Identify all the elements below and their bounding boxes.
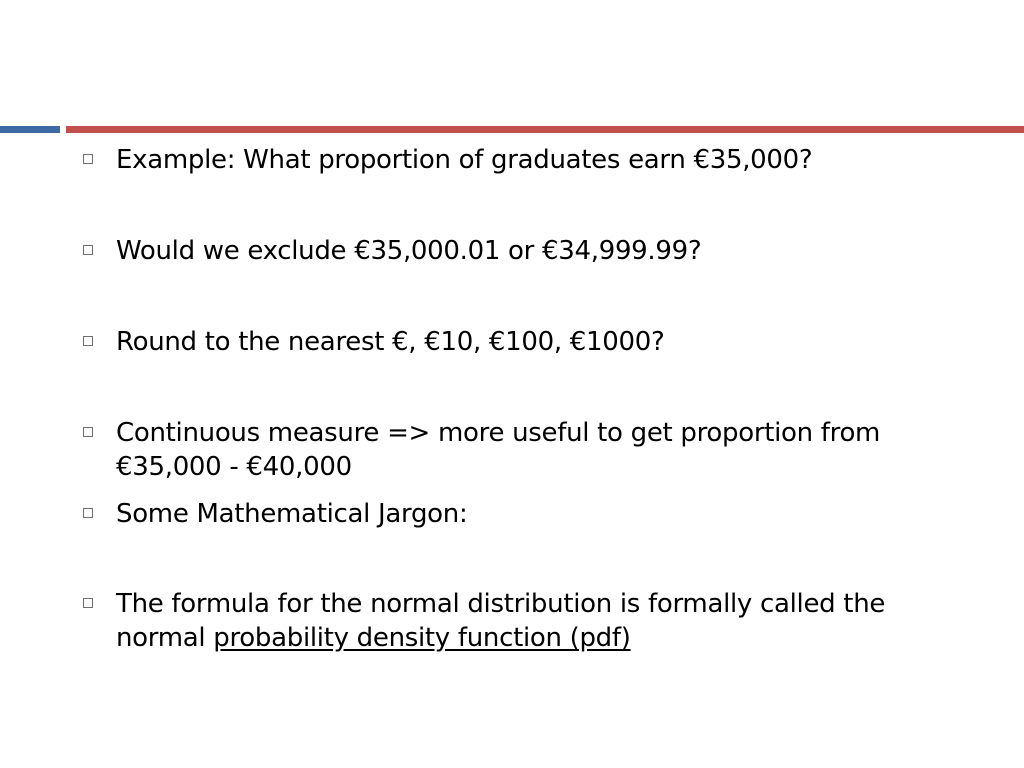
pdf-term: probability density function (pdf) (213, 623, 631, 653)
square-bullet-icon (83, 154, 93, 164)
bullet-item (80, 325, 980, 359)
bullet-text: Continuous measure => more useful to get proportion from €35,000 - €40,000 (116, 418, 881, 482)
square-bullet-icon (83, 427, 93, 437)
bullet-text: Some Mathematical Jargon: (116, 499, 468, 529)
bullet-text: Would we exclude €35,000.01 or €34,999.99? (116, 236, 702, 266)
bullet-item (80, 497, 980, 531)
bullet-list (80, 143, 980, 655)
bullet-item (80, 416, 980, 484)
square-bullet-icon (83, 598, 93, 608)
header-rule-red (66, 126, 1024, 133)
bullet-text: Example: What proportion of graduates earn €35,000? (116, 145, 813, 175)
bullet-item (80, 587, 980, 655)
bullet-item (80, 143, 980, 177)
bullet-text: The formula for the normal distribution is formally called the normal (116, 589, 886, 653)
header-rule-blue (0, 126, 60, 133)
square-bullet-icon (83, 336, 93, 346)
bullet-text: Round to the nearest €, €10, €100, €1000? (116, 327, 665, 357)
square-bullet-icon (83, 245, 93, 255)
bullet-item (80, 234, 980, 268)
square-bullet-icon (83, 508, 93, 518)
